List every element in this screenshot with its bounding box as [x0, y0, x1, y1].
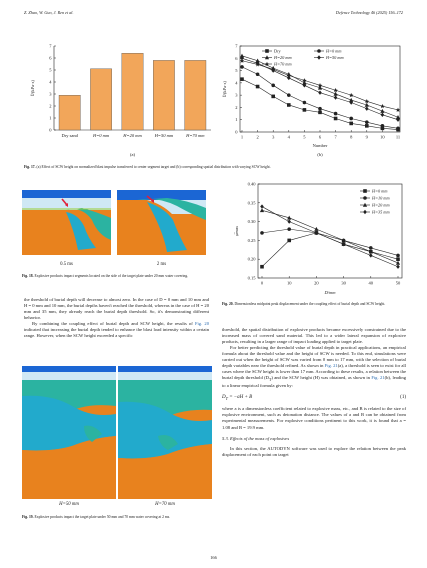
figure17b-line-chart	[220, 40, 405, 160]
chart-b-x-label: Number	[312, 143, 328, 148]
equation-1	[222, 392, 406, 406]
chart-b-x-tick-label: 10	[380, 134, 385, 140]
chart-b-point	[318, 111, 322, 115]
chart-c-x-tick-label: 20	[314, 280, 319, 286]
figure20-caption	[222, 302, 412, 307]
right-column-text	[222, 327, 406, 458]
chart-a-bar	[59, 95, 80, 130]
chart-b-point	[349, 117, 353, 121]
chart-c-point	[396, 254, 400, 258]
chart-b-y-tick-label: 6	[235, 55, 238, 61]
chart-b-point	[365, 120, 369, 124]
chart-c-y-tick-label: 0.30	[247, 219, 256, 225]
chart-b-legend-marker	[317, 49, 321, 53]
chart-b-point	[303, 101, 307, 105]
chart-b-x-tick-label: 9	[365, 134, 368, 140]
chart-b-x-tick-label: 2	[256, 134, 259, 140]
chart-c-y-tick-label: 0.40	[247, 181, 256, 187]
chart-a-bar	[90, 69, 111, 130]
chart-a-y-tick-label: 4	[49, 79, 52, 85]
chart-b-point	[240, 77, 244, 81]
figure18-sim-right	[117, 190, 206, 255]
chart-b-legend-label: H=20 mm	[274, 55, 292, 60]
chart-a-category-label: H=70 mm	[186, 133, 205, 138]
chart-b-y-tick-label: 7	[235, 43, 238, 49]
fig21-link-1[interactable]: Fig. 21	[324, 363, 338, 369]
chart-a-panel-label: (a)	[130, 152, 135, 157]
right-paragraph-1: threshold, the spatial distribution of explosive products became excessively constrained due to the increased mass of covered sand material. This led to a wider lateral expansion of explosive products, resulting in a larger range of impact loading applied to target plate.	[222, 327, 406, 345]
chart-b-point	[365, 106, 369, 110]
chart-b-point	[381, 113, 385, 117]
chart-a-y-tick-label: 5	[49, 67, 52, 73]
chart-b-y-label: Ī/(kPa·s)	[222, 81, 227, 97]
chart-b-series-line	[242, 67, 398, 128]
left-paragraph-2-end: indicated that increasing the burial depth tended to enhance the blast load intensity within a certain range. However, when the SCW height exceeded a specific	[24, 327, 209, 339]
chart-c-point	[260, 265, 264, 269]
chart-b-point	[380, 109, 384, 113]
chart-a-y-label: Ī/(kPa·s)	[30, 80, 35, 96]
page-number: 166	[210, 555, 217, 560]
chart-a-bar	[153, 60, 174, 130]
figure17-caption	[24, 165, 404, 170]
chart-a-y-tick-label: 7	[49, 43, 52, 49]
chart-a-category-label: H=50 mm	[154, 133, 174, 138]
chart-b-legend-label: Dry	[274, 48, 281, 54]
chart-b-y-tick-label: 0	[235, 129, 238, 135]
chart-b-x-tick-label: 8	[350, 134, 353, 140]
right-paragraph-2	[222, 345, 406, 389]
chart-b-y-tick-label: 1	[235, 117, 238, 123]
chart-b-point	[381, 124, 385, 128]
chart-a-y-tick-label: 6	[49, 55, 52, 61]
chart-c-y-tick-label: 0.35	[247, 200, 256, 206]
chart-a-category-label: Dry sand	[61, 133, 78, 138]
chart-b-point	[334, 88, 338, 92]
chart-c-y-tick-label: 0.20	[247, 256, 256, 262]
chart-b-point	[303, 108, 307, 112]
chart-c-series-line	[262, 229, 398, 255]
running-authors: Z. Zhao, W. Guo, J. Ren et al.	[24, 10, 74, 15]
chart-b-point	[365, 124, 369, 128]
chart-b-point	[365, 99, 369, 103]
chart-c-legend-label: H=20 mm	[372, 202, 390, 208]
chart-c-legend-label: H=0 mm	[372, 188, 388, 194]
chart-b-x-tick-label: 7	[334, 134, 337, 140]
chart-b-point	[334, 117, 338, 121]
chart-a-bar	[122, 53, 143, 130]
chart-b-y-tick-label: 2	[235, 104, 238, 110]
chart-a-category-label: H=20 mm	[123, 133, 142, 138]
chart-c-legend-marker	[363, 189, 367, 193]
figure20-line-chart	[230, 178, 410, 298]
running-journal: Defence Technology 46 (2025) 156–172	[335, 10, 403, 15]
chart-b-legend-label: H=0 mm	[326, 48, 342, 54]
right-paragraph-2-subscript: T	[268, 378, 272, 383]
chart-c-x-label: D/mm	[324, 290, 336, 295]
chart-c-point	[396, 257, 400, 261]
chart-b-y-tick-label: 3	[235, 92, 238, 98]
chart-c-x-tick-label: 40	[368, 280, 374, 286]
chart-c-point	[396, 261, 400, 265]
left-paragraph-2-start: By combining the coupling effect of burial depth and SCW height, the results of	[32, 321, 195, 327]
chart-a-y-tick-label: 0	[49, 127, 52, 133]
figure19-sim-left	[22, 366, 116, 499]
figure18-caption	[22, 274, 212, 279]
figure17a-bar-chart	[26, 40, 216, 160]
chart-c-x-tick-label: 30	[341, 280, 346, 286]
chart-c-point	[369, 246, 373, 250]
chart-c-legend-marker	[363, 196, 367, 200]
chart-c-x-tick-label: 0	[260, 280, 264, 286]
figure17-caption-text: (a) Effect of SCW height on normalized blast impulse transferred to center segment target and (b) corresponding spatial distribution with varying SCW height.	[36, 165, 271, 169]
chart-c-x-tick-label: 50	[395, 280, 401, 286]
right-paragraph-4: In this section, the AUTODYN software was used to explore the relation between the peak displacement of each point on target	[222, 445, 406, 457]
chart-b-point	[240, 65, 244, 69]
figure19-sim-right-drawing	[118, 366, 212, 499]
chart-a-bar	[185, 60, 206, 130]
chart-b-point	[256, 72, 260, 76]
chart-b-legend-label: H=50 mm	[326, 55, 344, 60]
chart-b-point	[271, 95, 275, 99]
figure19-sim-left-drawing	[22, 366, 116, 499]
chart-c-y-tick-label: 0.15	[247, 275, 256, 281]
chart-b-point	[256, 85, 260, 89]
right-paragraph-3: where a is a dimensionless coefficient related to explosive mass, etc., and B is related to the size of explosive environment, such as detonation distance. The values of a and B can be obtained from experimental measurements. For explosive conditions pertinent to this work, it is found that a = 1.08 and B = 19.9 mm.	[222, 406, 406, 430]
chart-b-point	[271, 84, 275, 88]
section-heading: 5.3. Effects of the mass of explosives	[222, 435, 290, 441]
chart-a-y-tick-label: 3	[49, 91, 52, 97]
chart-b-legend-marker	[317, 55, 321, 59]
equation-subscript: T	[225, 396, 228, 402]
chart-c-x-tick-label: 10	[286, 280, 292, 286]
equation-number: (1)	[400, 395, 406, 401]
chart-b-point	[318, 90, 322, 94]
right-paragraph-2-part-a: For better predicting the threshold value of burial depth in practical applications, an empirical formula about the threshold value and the height of SCW is needed. To this end, simulations were carried out when the height of SCW was varied from 0 mm to 17 mm, with the selection of burial depth variables near the threshold refined. As shown in	[222, 345, 406, 369]
chart-b-point	[334, 112, 338, 116]
chart-c-point	[287, 227, 291, 231]
chart-b-y-tick-label: 5	[235, 68, 238, 74]
figure19-caption-text: Explosive products impact the target plate under 50 mm and 70 mm water covering at 2 ms.	[34, 515, 171, 519]
chart-c-point	[369, 253, 373, 257]
chart-b-point	[318, 107, 322, 111]
chart-b-x-tick-label: 3	[272, 134, 275, 140]
chart-b-y-tick-label: 4	[235, 80, 238, 86]
equation-body	[222, 395, 252, 402]
chart-c-y-label: φ̅max	[234, 226, 239, 236]
chart-b-x-tick-label: 1	[240, 134, 244, 140]
chart-c-legend-label: H=35 mm	[372, 209, 390, 215]
right-paragraph-2-part-d: (b), leading to a linear empirical formula given by:	[222, 375, 406, 389]
figure18-label-left: 0.5 ms	[60, 262, 73, 267]
chart-b-point	[380, 104, 384, 108]
chart-b-x-tick-label: 4	[287, 134, 290, 140]
chart-b-point	[334, 92, 338, 96]
chart-b-point	[349, 122, 353, 126]
figure17-caption-label: Fig. 17.	[24, 165, 36, 169]
chart-a-y-tick-label: 1	[49, 115, 52, 121]
figure18-sim-left-drawing	[22, 190, 111, 255]
chart-b-legend-marker	[265, 49, 269, 53]
chart-b-legend-label: H=70 mm	[274, 61, 292, 67]
figure18-caption-text: Explosive products impact segments located on the side of the target plate under 20 mm water covering.	[34, 274, 189, 278]
figure19-label-left: H=50 mm	[59, 502, 79, 507]
figure20-caption-text: Dimensionless midpoint peak displacement under the coupling effect of burial depth and SCW height.	[234, 302, 386, 306]
chart-b-point	[287, 93, 291, 97]
chart-c-legend-label: H=10 mm	[372, 195, 390, 201]
chart-c-point	[396, 265, 400, 269]
left-paragraph-1: the threshold of burial depth will decrease to almost zero. In the case of D = 0 mm and 10 mm and H = 0 mm and 10 mm, the burial depths haven't reached the threshold, whereas in the case of H = 20 mm and 35 mm, they already reach the burial depth threshold. So, it's demonstrating different behavior.	[24, 297, 209, 321]
chart-b-x-tick-label: 5	[303, 134, 306, 140]
figure18-label-right: 2 ms	[156, 262, 167, 267]
equation-rhs: = −aH + B	[229, 395, 253, 401]
chart-b-point	[287, 103, 291, 107]
chart-c-legend-marker	[363, 210, 367, 214]
right-paragraph-2-part-c: ) and the SCW height (H) was obtained, as shown in	[271, 375, 372, 381]
fig21-link-2[interactable]: Fig. 21	[371, 375, 385, 381]
figure18-caption-label: Fig. 18.	[22, 274, 34, 278]
chart-b-point	[396, 108, 400, 112]
right-paragraph-2-part-b: (a), a threshold is seen to exist for all cases where the SCW height is lower than 17 mm. According to these results, a relation between the burial depth threshold (D	[222, 363, 406, 381]
chart-a-category-label: H=0 mm	[93, 133, 110, 138]
figure19-caption	[22, 515, 212, 520]
chart-c-point	[287, 219, 291, 223]
left-paragraph-2	[24, 321, 209, 339]
figure20-caption-label: Fig. 20.	[222, 302, 234, 306]
chart-c-point	[260, 231, 264, 235]
chart-b-x-tick-label: 11	[395, 134, 401, 140]
chart-c-point	[287, 239, 291, 243]
equation-lhs: D	[222, 395, 226, 401]
chart-b-point	[396, 127, 400, 131]
chart-c-y-tick-label: 0.25	[247, 237, 256, 243]
figure19-label-right: H=70 mm	[155, 502, 175, 507]
chart-b-point	[334, 95, 338, 99]
chart-c-point	[314, 227, 318, 231]
chart-b-point	[287, 76, 291, 80]
figure19-caption-label: Fig. 19.	[22, 515, 34, 519]
chart-b-x-tick-label: 6	[318, 134, 322, 140]
fig20-link[interactable]: Fig. 20	[194, 321, 209, 327]
chart-b-panel-label: (b)	[317, 152, 323, 157]
chart-c-point	[260, 204, 264, 208]
figure19-sim-right	[118, 366, 212, 499]
chart-b-point	[349, 93, 353, 97]
chart-a-y-tick-label: 2	[49, 103, 52, 109]
figure18-sim-right-drawing	[117, 190, 206, 255]
left-column-text	[24, 297, 209, 339]
figure18-sim-left	[22, 190, 111, 255]
